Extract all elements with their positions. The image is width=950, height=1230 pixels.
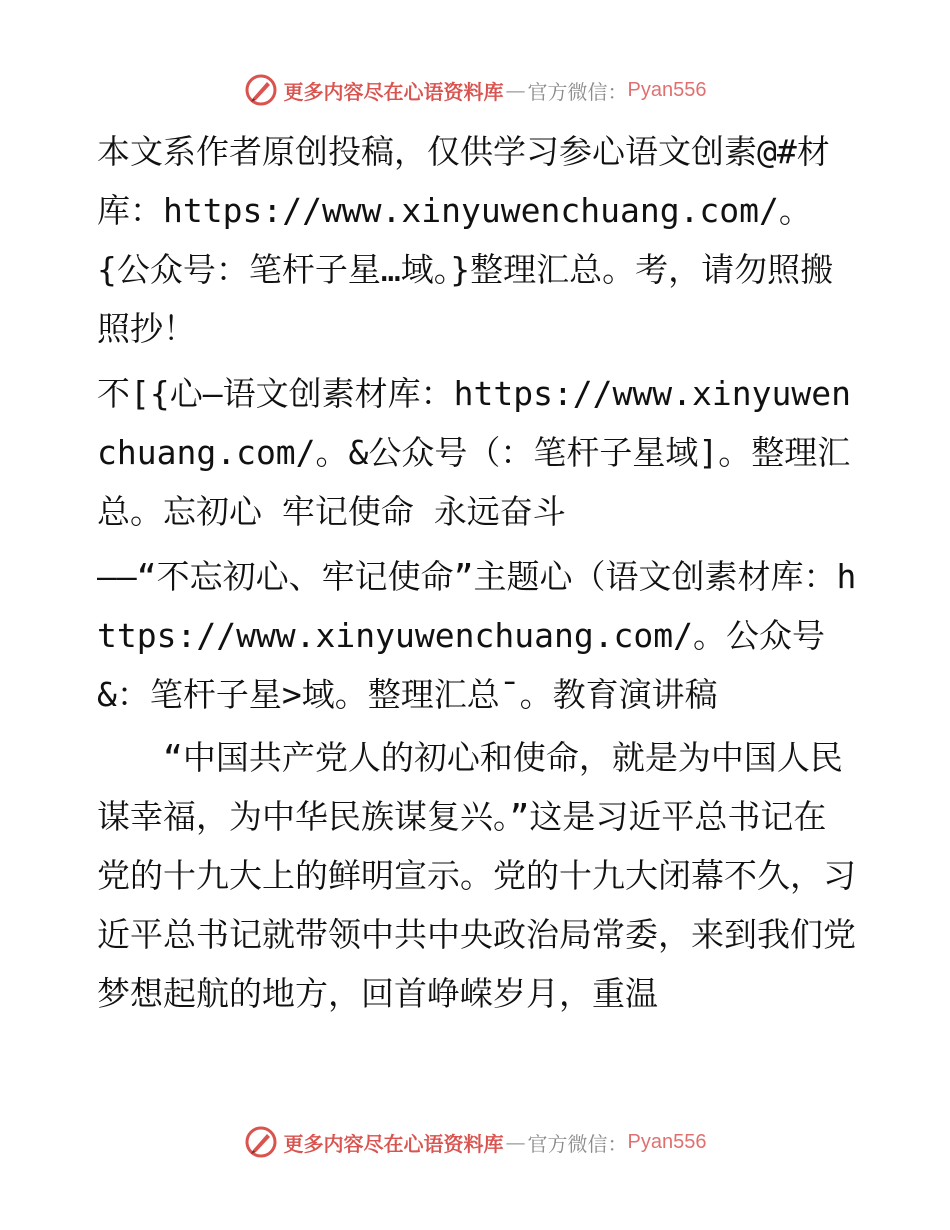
paragraph-body: “中国共产党人的初心和使命，就是为中国人民谋幸福，为中华民族谋复兴。”这是习近平总书记在党的十九大上的鲜明宣示。党的十九大闭幕不久，习近平总书记就带领中共中央政治局常委，来到我们党梦想起航的地方，回首峥嵘岁月，重温 xyxy=(97,738,856,1013)
header-banner-text: 更多内容尽在心语资料库 xyxy=(283,79,504,104)
footer-wechat-id: Pyan556 xyxy=(627,1130,707,1153)
pen-logo-icon xyxy=(244,1125,278,1159)
header-banner xyxy=(0,70,950,110)
header-wechat-label: 官方微信： xyxy=(527,79,628,104)
header-wechat-id: Pyan556 xyxy=(627,78,707,101)
pen-logo-icon xyxy=(244,73,278,107)
document-body xyxy=(97,122,857,1023)
footer-banner-text: 更多内容尽在心语资料库 xyxy=(283,1131,504,1156)
footer-wechat-label: 官方微信： xyxy=(527,1131,628,1156)
footer-banner xyxy=(0,1122,950,1162)
paragraph-title: 不[{心—语文创素材库：https://www.xinyuwenchuang.com/。&公众号（：笔杆子星域]。整理汇总。忘初心 牢记使命 永远奋斗 xyxy=(97,374,851,531)
paragraph-copyright-notice: 本文系作者原创投稿，仅供学习参心语文创素@#材库：https://www.xinyuwenchuang.com/。{公众号：笔杆子星…域。}整理汇总。考，请勿照搬照抄！ xyxy=(97,132,834,348)
paragraph-subtitle: ——“不忘初心、牢记使命”主题心（语文创素材库：https://www.xinyuwenchuang.com/。公众号&：笔杆子星>域。整理汇总¯。教育演讲稿 xyxy=(97,557,857,714)
header-banner-dash: — xyxy=(505,78,526,102)
footer-banner-dash: — xyxy=(505,1130,526,1154)
